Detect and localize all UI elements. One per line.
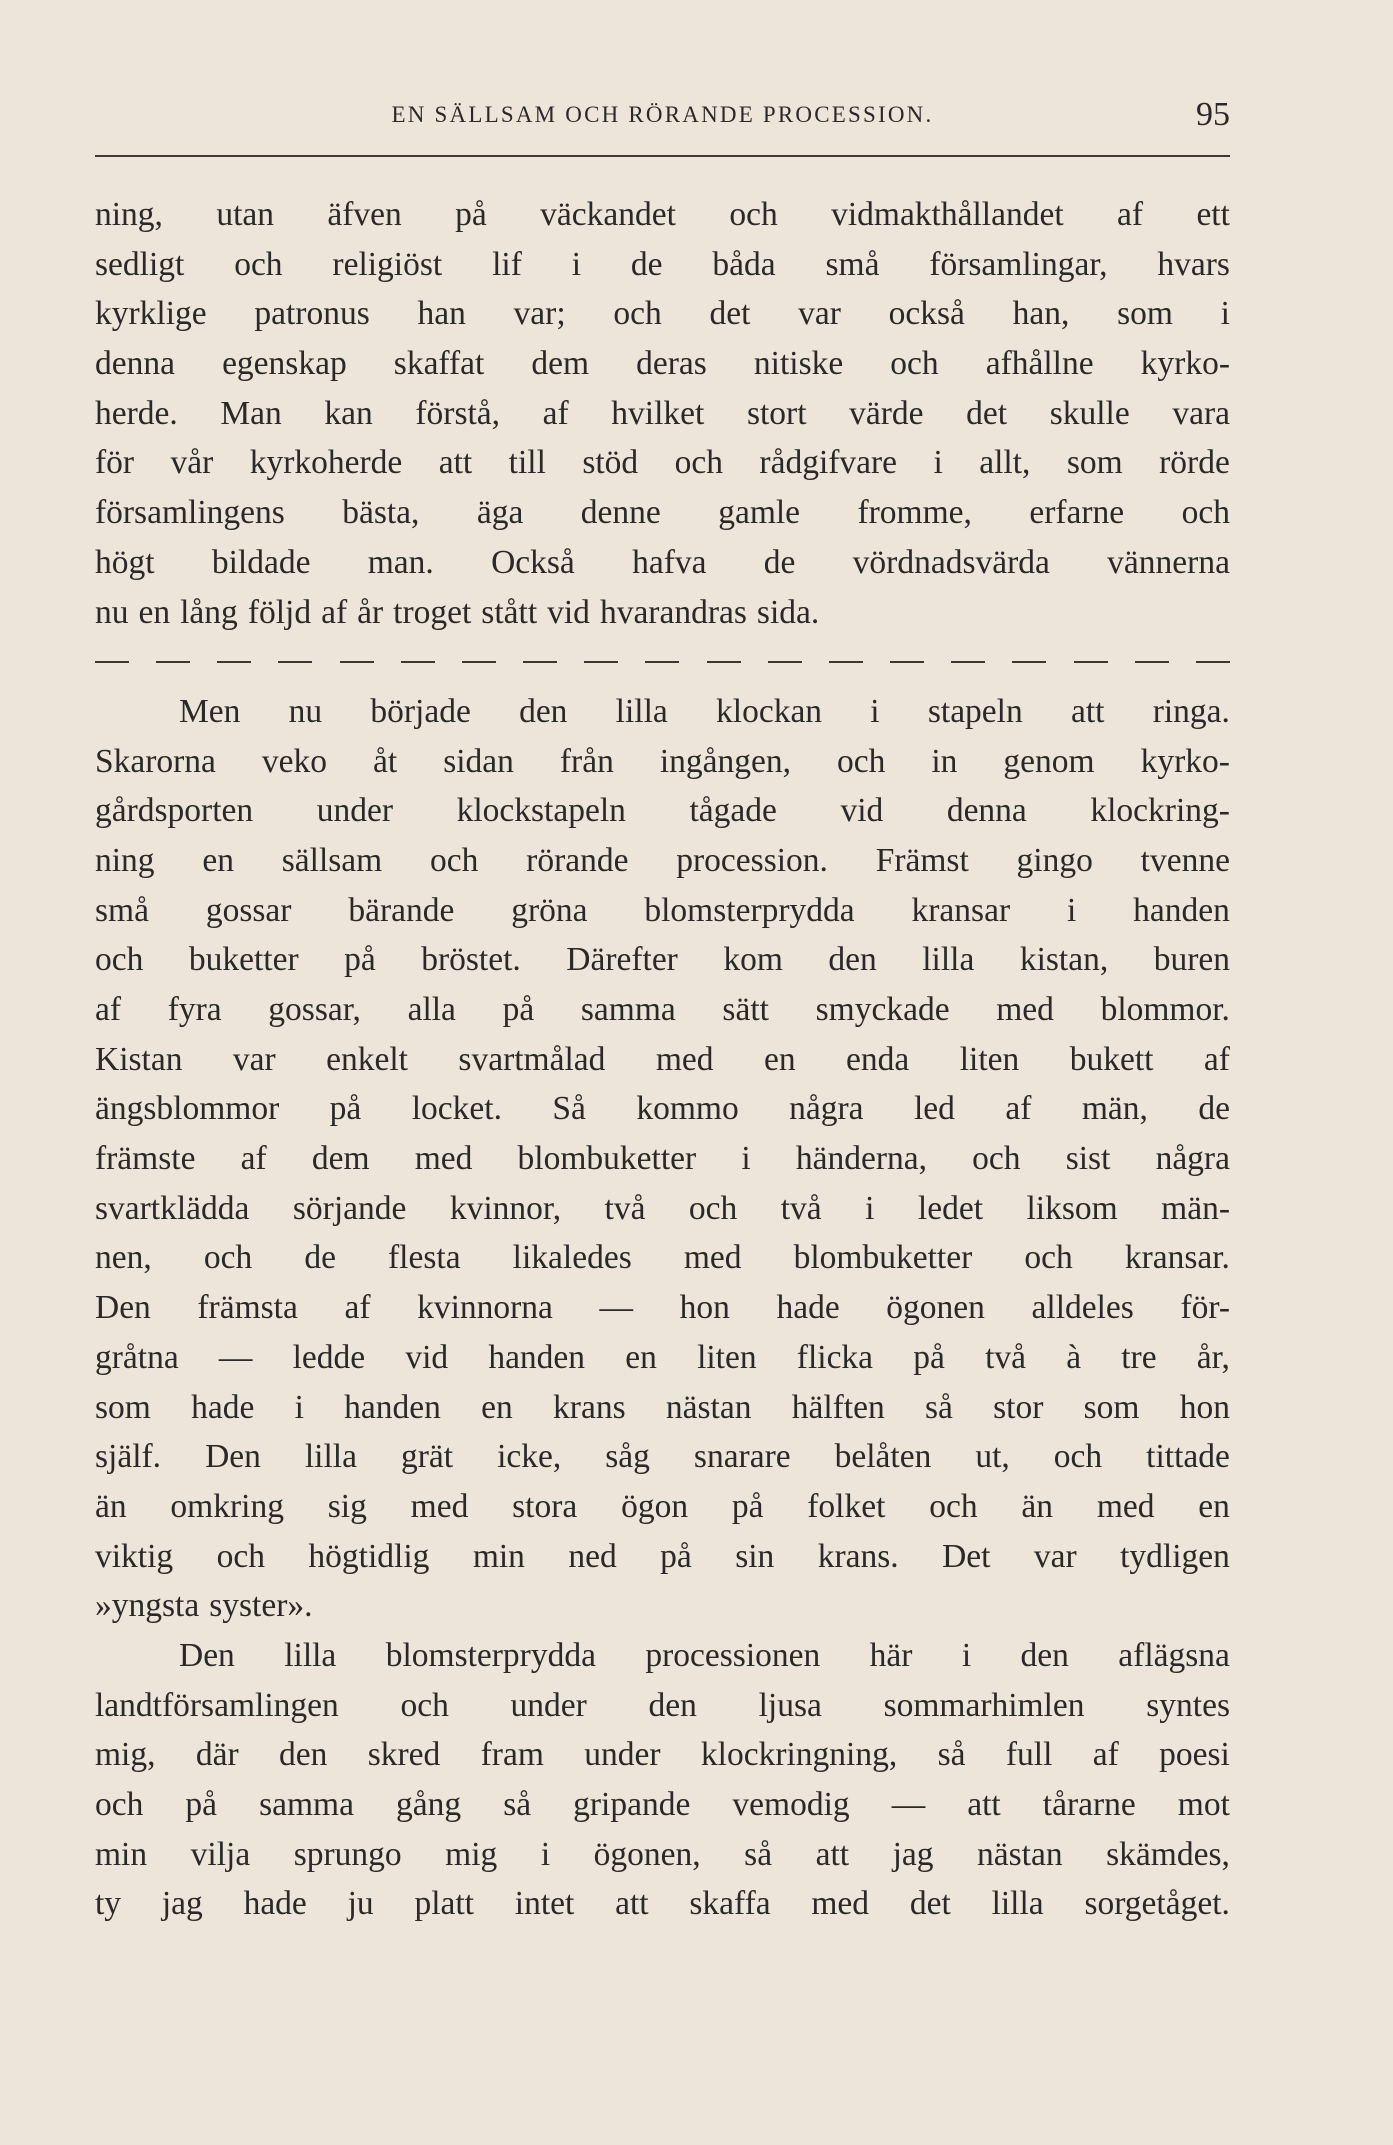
text-line: Den främsta af kvinnorna — hon hade ögonen alldeles för- [95,1289,1230,1327]
separator-dash [829,661,863,663]
separator-dash [768,661,802,663]
text-line: svartklädda sörjande kvinnor, två och två i ledet liksom män- [95,1189,1230,1227]
text-line: Den lilla blomsterprydda processionen här i den aflägsna [179,1636,1230,1674]
body-text [95,190,1230,1929]
separator-dash [1196,661,1230,663]
text-line: Kistan var enkelt svartmålad med en enda liten bukett af [95,1040,1230,1078]
separator-dash [340,661,374,663]
separator-dash [584,661,618,663]
text-line: mig, där den skred fram under klockringning, så full af poesi [95,1736,1230,1774]
text-line: viktig och högtidlig min ned på sin krans. Det var tydligen [95,1537,1230,1575]
text-line: herde. Man kan förstå, af hvilket stort värde det skulle vara [95,394,1230,432]
running-head [95,96,1230,140]
running-title: EN SÄLLSAM OCH RÖRANDE PROCESSION. [391,102,934,127]
text-line: landtförsamlingen och under den ljusa sommarhimlen syntes [95,1686,1230,1724]
text-line: än omkring sig med stora ögon på folket och än med en [95,1487,1230,1525]
text-line: och buketter på bröstet. Därefter kom den lilla kistan, buren [95,941,1230,979]
text-line: nu en lång följd af år troget stått vid hvarandras sida. [95,593,820,631]
text-line: församlingens bästa, äga denne gamle fromme, erfarne och [95,494,1230,532]
separator-dash [278,661,312,663]
separator-dash [707,661,741,663]
text-line: små gossar bärande gröna blomsterprydda kransar i handen [95,891,1230,929]
text-line: som hade i handen en krans nästan hälften så stor som hon [95,1388,1230,1426]
text-line: ning en sällsam och rörande procession. Främst gingo tvenne [95,841,1230,879]
separator-dash [1074,661,1108,663]
text-line: ängsblommor på locket. Så kommo några led af män, de [95,1090,1230,1128]
separator-dash [401,661,435,663]
separator-dash [951,661,985,663]
separator-dash [1012,661,1046,663]
text-line: Men nu började den lilla klockan i stapeln att ringa. [179,692,1230,730]
text-line: kyrklige patronus han var; och det var också han, som i [95,295,1230,333]
text-line: denna egenskap skaffat dem deras nitiske och afhållne kyrko- [95,345,1230,383]
separator-dash [217,661,251,663]
page-number: 95 [1196,96,1230,133]
separator-dash [462,661,496,663]
section-separator [95,637,1230,687]
separator-dash [156,661,190,663]
text-line: »yngsta syster». [95,1587,313,1625]
text-line: sedligt och religiöst lif i de båda små församlingar, hvars [95,245,1230,283]
text-line: gråtna — ledde vid handen en liten flicka på två à tre år, [95,1338,1230,1376]
text-line: ning, utan äfven på väckandet och vidmakthållandet af ett [95,196,1230,233]
separator-dash [95,661,129,663]
text-line: högt bildade man. Också hafva de vördnadsvärda vännerna [95,543,1230,581]
text-line: för vår kyrkoherde att till stöd och rådgifvare i allt, som rörde [95,444,1230,482]
text-line: själf. Den lilla grät icke, såg snarare belåten ut, och tittade [95,1438,1230,1476]
text-line: nen, och de flesta likaledes med blombuketter och kransar. [95,1239,1230,1277]
text-line: och på samma gång så gripande vemodig — att tårarne mot [95,1786,1230,1823]
separator-dash [1135,661,1169,663]
text-line: gårdsporten under klockstapeln tågade vid denna klockring- [95,792,1230,830]
text-line: främste af dem med blombuketter i händerna, och sist några [95,1140,1230,1178]
separator-dash [523,661,557,663]
header-rule [95,155,1230,157]
separator-dash [645,661,679,663]
separator-dash [890,661,924,663]
text-line: min vilja sprungo mig i ögonen, så att jag nästan skämdes, [95,1835,1230,1873]
text-line: Skarorna veko åt sidan från ingången, och in genom kyrko- [95,742,1230,780]
text-line: af fyra gossar, alla på samma sätt smyckade med blommor. [95,991,1230,1028]
text-line: ty jag hade ju platt intet att skaffa med det lilla sorgetåget. [95,1885,1230,1923]
